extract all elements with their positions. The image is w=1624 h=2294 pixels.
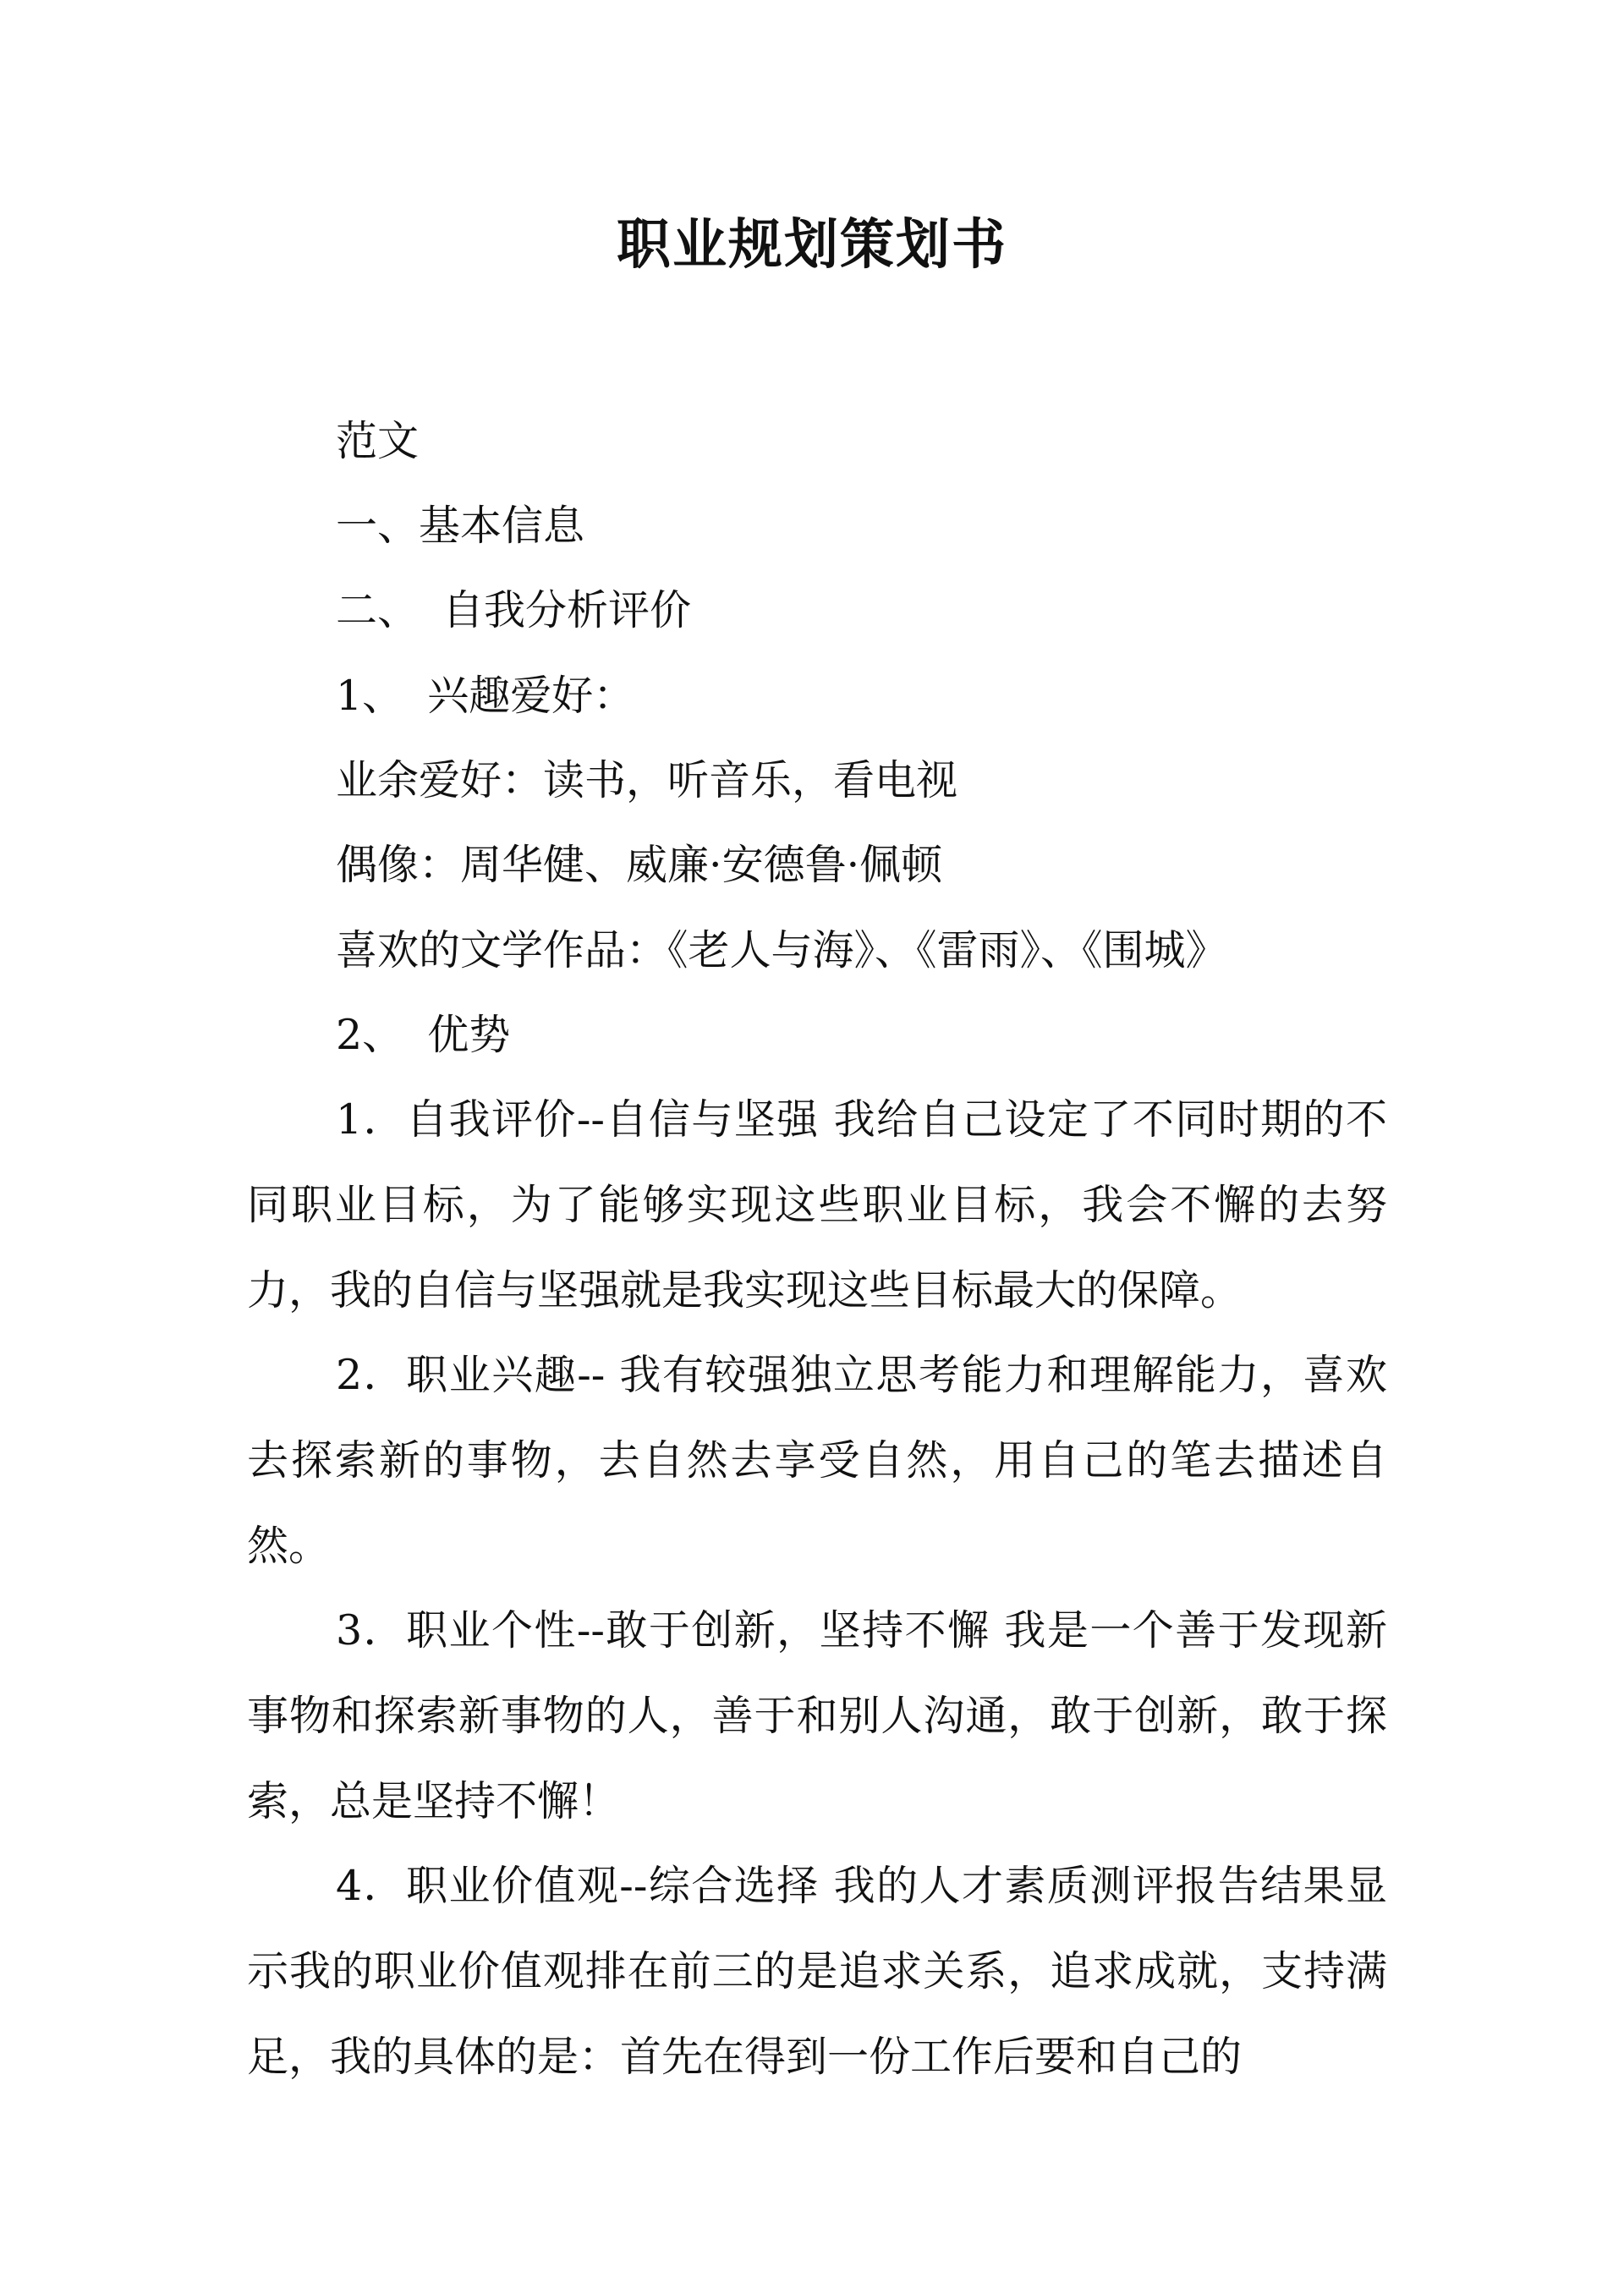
item-heading: 优势: [427, 1011, 511, 1059]
item-number: 1、: [336, 672, 404, 720]
idols-line: 偶像：周华健、威廉·安德鲁·佩顿: [336, 841, 943, 889]
paragraph-career-personality: 3．职业个性--敢于创新，坚持不懈 我是一个善于发现新事物和探索新事物的人，善于和别人沟通，敢于创新，敢于探索，总是坚持不懈！: [247, 1606, 1387, 1825]
sample-label: 范文: [336, 417, 420, 465]
hobbies-line: 业余爱好：读书，听音乐，看电视: [336, 756, 958, 804]
section-self-analysis: [336, 585, 691, 636]
literature-line: 喜欢的文学作品：《老人与海》、《雷雨》、《围城》: [336, 926, 1227, 974]
item-strengths: [336, 1010, 510, 1061]
document-title: 职业规划策划书: [617, 214, 1007, 277]
item-interests: [336, 671, 634, 722]
paragraph-self-evaluation: 1．自我评价--自信与坚强 我给自己设定了不同时期的不同职业目标，为了能够实现这些职业目标，我会不懈的去努力，我的自信与坚强就是我实现这些目标最大的保障。: [247, 1095, 1387, 1314]
paragraph-career-values: 4．职业价值观--综合选择 我的人才素质测评报告结果显示我的职业价值观排在前三的是追求关系，追求成就，支持满足，我的具体的是：首先在得到一份工作后要和自己的: [247, 1862, 1387, 2081]
item-heading: 兴趣爱好：: [427, 672, 635, 720]
section-basic-info: 一、基本信息: [336, 502, 585, 550]
item-number: 2、: [336, 1011, 404, 1059]
section-heading: 自我分析评价: [442, 586, 692, 634]
section-number: 二、: [336, 586, 420, 634]
paragraph-career-interest: 2．职业兴趣-- 我有较强独立思考能力和理解能力，喜欢去探索新的事物，去自然去享受自然，用自己的笔去描述自然。: [247, 1351, 1387, 1570]
